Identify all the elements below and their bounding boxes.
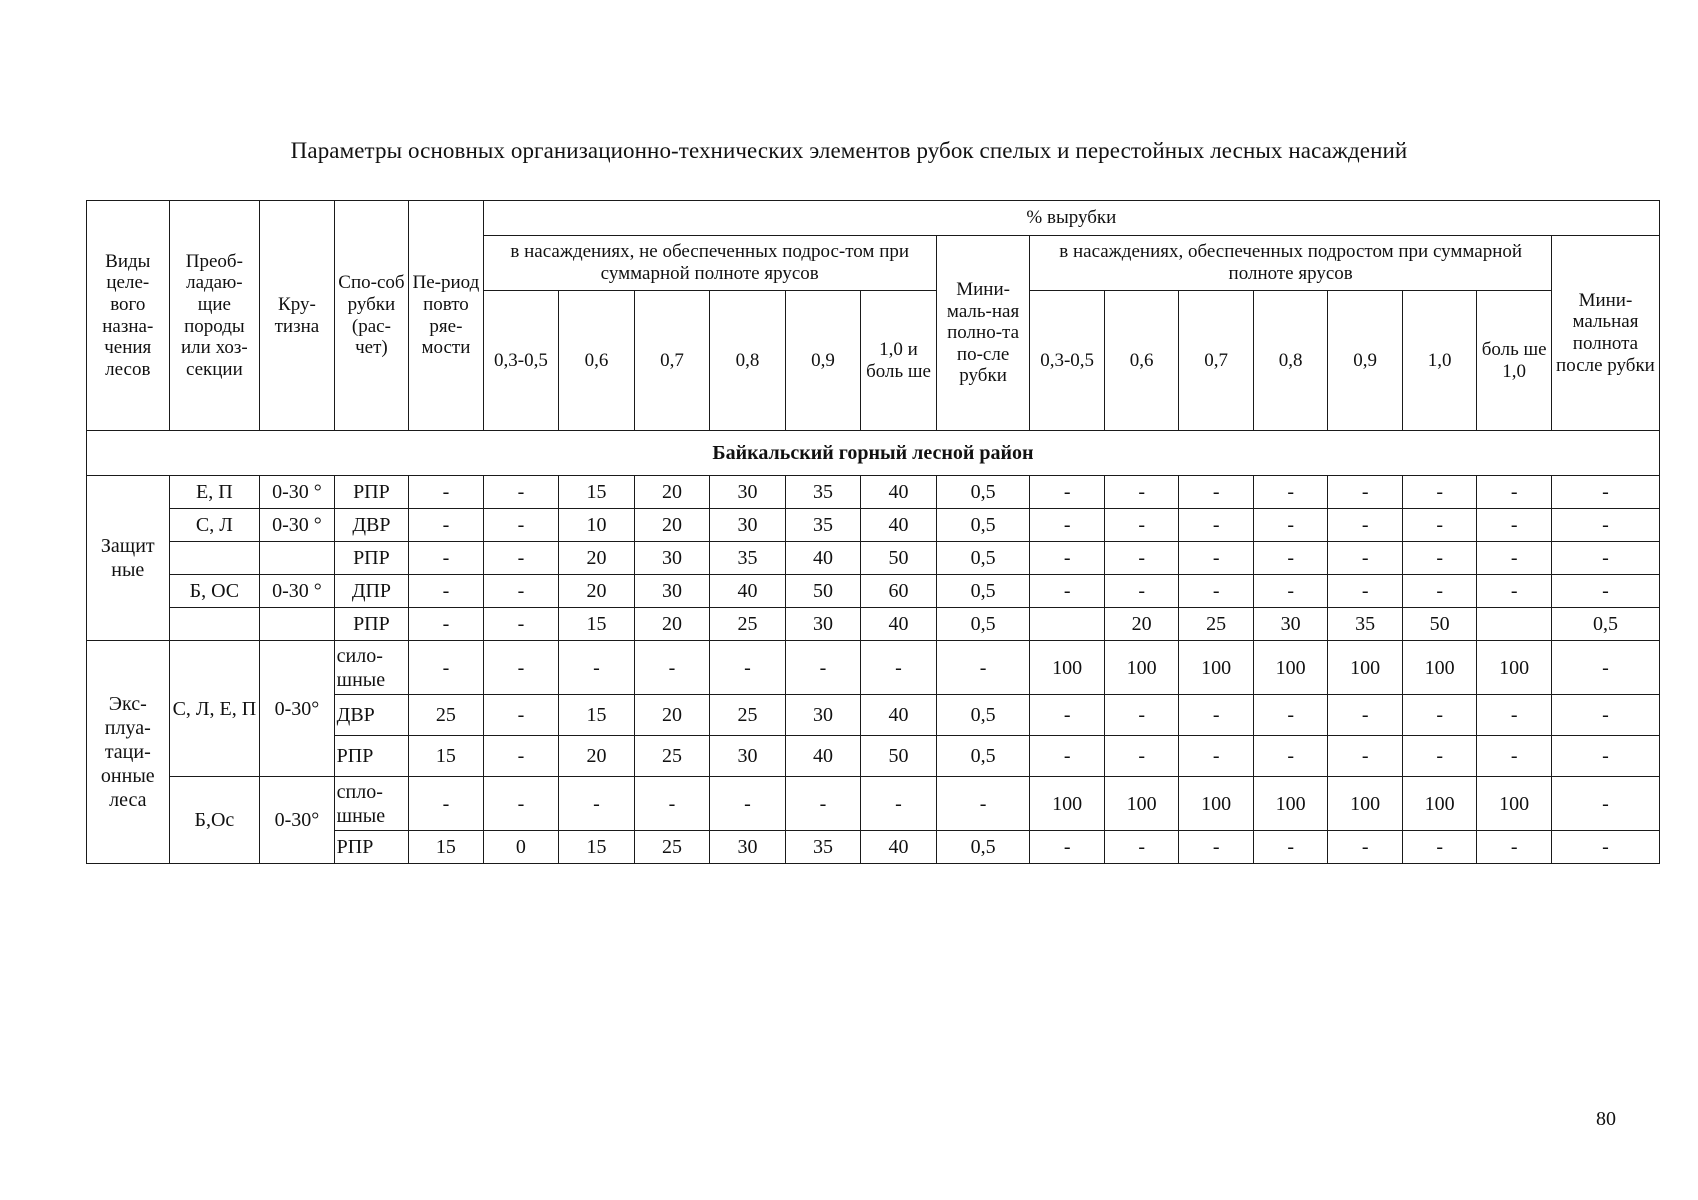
data-cell: 20 <box>1104 608 1179 641</box>
data-cell: 30 <box>710 509 786 542</box>
region-label: Байкальский горный лесной район <box>87 431 1660 476</box>
data-cell: 40 <box>861 509 937 542</box>
header-min-density-after-cut-1: Мини-маль-ная полно-та по-сле рубки <box>936 236 1030 431</box>
data-cell: - <box>1551 641 1659 695</box>
data-cell: 100 <box>1253 641 1328 695</box>
header-cut-percent: % вырубки <box>483 201 1659 236</box>
header-density-col: 0,7 <box>634 291 710 431</box>
data-cell: - <box>1104 736 1179 777</box>
data-cell: 100 <box>1477 777 1552 831</box>
table-row <box>87 608 1660 641</box>
method-cell: сило-шные <box>334 641 409 695</box>
data-cell: 35 <box>785 509 861 542</box>
data-cell: - <box>483 695 559 736</box>
data-cell: - <box>1328 509 1403 542</box>
data-cell: - <box>483 509 559 542</box>
data-cell: - <box>1104 476 1179 509</box>
method-cell: ДВР <box>334 509 409 542</box>
data-cell: - <box>409 509 484 542</box>
table-row <box>87 476 1660 509</box>
page-number: 80 <box>1596 1108 1616 1130</box>
data-cell: 40 <box>861 608 937 641</box>
data-cell: - <box>1253 575 1328 608</box>
data-cell: - <box>1551 777 1659 831</box>
data-cell: - <box>1328 695 1403 736</box>
header-density-col: 0,6 <box>559 291 635 431</box>
data-cell <box>1030 608 1105 641</box>
slope-cell: 0-30 ° <box>260 476 335 509</box>
data-cell: 0,5 <box>936 736 1030 777</box>
header-forest-purpose: Виды целе-вого назна-чения лесов <box>87 201 170 431</box>
region-row <box>87 431 1660 476</box>
data-cell: 30 <box>710 736 786 777</box>
data-cell: 0,5 <box>936 476 1030 509</box>
data-cell: 20 <box>559 736 635 777</box>
data-cell: 20 <box>634 608 710 641</box>
header-not-provided-undergrowth: в насаждениях, не обеспеченных подрос-том при суммарной полноте ярусов <box>483 236 936 291</box>
data-cell: - <box>1104 542 1179 575</box>
header-density-col: 0,3-0,5 <box>483 291 559 431</box>
data-cell: - <box>1030 509 1105 542</box>
species-cell: С, Л, Е, П <box>169 641 260 777</box>
data-cell: 10 <box>559 509 635 542</box>
data-cell: - <box>1402 509 1477 542</box>
data-cell: - <box>559 641 635 695</box>
data-cell: 100 <box>1328 777 1403 831</box>
data-cell: 100 <box>1402 777 1477 831</box>
data-cell: - <box>861 641 937 695</box>
data-cell: - <box>1551 831 1659 864</box>
data-cell: 15 <box>559 476 635 509</box>
slope-cell: 0-30 ° <box>260 509 335 542</box>
data-cell: - <box>1551 736 1659 777</box>
species-cell: Е, П <box>169 476 260 509</box>
method-cell: ДПР <box>334 575 409 608</box>
data-cell: - <box>1402 695 1477 736</box>
data-cell: - <box>1328 831 1403 864</box>
data-cell: - <box>861 777 937 831</box>
data-cell: - <box>1253 476 1328 509</box>
data-cell: - <box>1179 736 1254 777</box>
data-cell: 15 <box>559 608 635 641</box>
data-cell: - <box>1551 575 1659 608</box>
header-density-col: 0,6 <box>1104 291 1179 431</box>
data-cell: 100 <box>1030 641 1105 695</box>
data-cell: 30 <box>710 831 786 864</box>
data-cell: 25 <box>1179 608 1254 641</box>
data-cell: 25 <box>634 831 710 864</box>
data-cell: 100 <box>1253 777 1328 831</box>
table-row <box>87 641 1660 695</box>
method-cell: РПР <box>334 831 409 864</box>
data-cell: - <box>409 476 484 509</box>
table-row <box>87 777 1660 831</box>
data-cell: 40 <box>861 476 937 509</box>
data-cell: - <box>409 641 484 695</box>
slope-cell: 0-30° <box>260 641 335 777</box>
method-cell: РПР <box>334 608 409 641</box>
data-cell: - <box>1477 695 1552 736</box>
data-cell: - <box>483 736 559 777</box>
header-density-col: 0,9 <box>1328 291 1403 431</box>
data-cell: 50 <box>861 736 937 777</box>
data-cell: - <box>1477 575 1552 608</box>
header-density-col: боль ше 1,0 <box>1477 291 1552 431</box>
data-cell: - <box>409 777 484 831</box>
data-cell: 30 <box>634 575 710 608</box>
data-cell: 0,5 <box>936 608 1030 641</box>
data-cell: - <box>1328 736 1403 777</box>
data-cell: - <box>1253 831 1328 864</box>
data-cell: - <box>785 777 861 831</box>
data-cell: 15 <box>409 736 484 777</box>
header-min-density-after-cut-2: Мини-мальная полнота после рубки <box>1551 236 1659 431</box>
data-cell: 25 <box>710 608 786 641</box>
data-cell: - <box>1253 509 1328 542</box>
data-cell: - <box>1030 476 1105 509</box>
data-cell: 35 <box>1328 608 1403 641</box>
data-cell: 30 <box>785 608 861 641</box>
page-title: Параметры основных организационно-технических элементов рубок спелых и перестойных лесных насаждений <box>290 138 1408 163</box>
data-cell: - <box>710 777 786 831</box>
data-cell: 40 <box>785 542 861 575</box>
data-cell: - <box>1402 542 1477 575</box>
data-cell: - <box>409 608 484 641</box>
data-cell: - <box>559 777 635 831</box>
header-density-col: 0,8 <box>1253 291 1328 431</box>
data-cell: 50 <box>1402 608 1477 641</box>
data-cell: - <box>1104 831 1179 864</box>
data-cell: - <box>409 542 484 575</box>
data-cell: 25 <box>710 695 786 736</box>
data-cell: 20 <box>634 476 710 509</box>
data-cell: - <box>1328 575 1403 608</box>
data-cell: - <box>1551 695 1659 736</box>
group-label-exploitation: Экс-плуа-таци-онные леса <box>87 641 170 864</box>
data-cell: 30 <box>710 476 786 509</box>
data-cell: 25 <box>634 736 710 777</box>
data-cell: 50 <box>785 575 861 608</box>
header-density-col: 1,0 и боль ше <box>861 291 937 431</box>
data-cell: - <box>1402 736 1477 777</box>
data-cell: - <box>1253 736 1328 777</box>
header-row-1 <box>87 201 1660 236</box>
slope-cell <box>260 608 335 641</box>
data-cell: - <box>1104 695 1179 736</box>
species-cell: Б,Ос <box>169 777 260 864</box>
data-cell: - <box>785 641 861 695</box>
data-cell: - <box>936 641 1030 695</box>
method-cell: РПР <box>334 476 409 509</box>
data-cell: 20 <box>634 509 710 542</box>
data-cell: 25 <box>409 695 484 736</box>
data-cell: 15 <box>559 695 635 736</box>
data-cell: - <box>483 542 559 575</box>
data-cell: 0,5 <box>936 695 1030 736</box>
slope-cell: 0-30 ° <box>260 575 335 608</box>
data-cell: - <box>1179 575 1254 608</box>
data-cell: - <box>1179 831 1254 864</box>
data-cell: - <box>1328 476 1403 509</box>
data-cell: 35 <box>785 476 861 509</box>
data-cell: - <box>1179 695 1254 736</box>
data-cell: - <box>483 476 559 509</box>
species-cell <box>169 542 260 575</box>
data-cell: 100 <box>1179 641 1254 695</box>
data-cell: - <box>936 777 1030 831</box>
data-cell: - <box>1402 831 1477 864</box>
data-cell: - <box>1477 542 1552 575</box>
data-cell: 100 <box>1328 641 1403 695</box>
data-cell: 0,5 <box>936 831 1030 864</box>
data-cell: 0,5 <box>936 575 1030 608</box>
header-density-col: 0,7 <box>1179 291 1254 431</box>
data-cell: 15 <box>559 831 635 864</box>
slope-cell <box>260 542 335 575</box>
data-cell: 35 <box>710 542 786 575</box>
data-cell: 100 <box>1104 641 1179 695</box>
species-cell: С, Л <box>169 509 260 542</box>
method-cell: РПР <box>334 736 409 777</box>
data-cell: - <box>1477 831 1552 864</box>
data-cell: - <box>483 608 559 641</box>
data-cell: - <box>1551 476 1659 509</box>
data-cell: - <box>1328 542 1403 575</box>
header-density-col: 0,8 <box>710 291 786 431</box>
data-cell: - <box>1477 509 1552 542</box>
data-cell: 100 <box>1402 641 1477 695</box>
species-cell <box>169 608 260 641</box>
data-cell: - <box>634 777 710 831</box>
method-cell: РПР <box>334 542 409 575</box>
header-density-col: 0,9 <box>785 291 861 431</box>
data-cell: 40 <box>861 831 937 864</box>
data-cell: - <box>1179 509 1254 542</box>
data-cell: 0,5 <box>936 509 1030 542</box>
data-cell: - <box>1551 542 1659 575</box>
data-cell: - <box>483 575 559 608</box>
data-cell: - <box>1030 542 1105 575</box>
data-cell: 30 <box>634 542 710 575</box>
data-cell: - <box>1253 695 1328 736</box>
data-cell: 35 <box>785 831 861 864</box>
data-cell: 40 <box>710 575 786 608</box>
data-cell: - <box>1402 575 1477 608</box>
header-density-col: 1,0 <box>1402 291 1477 431</box>
table-row <box>87 509 1660 542</box>
header-repeat-period: Пе-риод повто ряе-мости <box>409 201 484 431</box>
slope-cell: 0-30° <box>260 777 335 864</box>
data-cell: - <box>1030 736 1105 777</box>
cutting-parameters-table <box>86 200 1660 864</box>
data-cell: 15 <box>409 831 484 864</box>
data-cell: - <box>1030 695 1105 736</box>
data-cell: 30 <box>1253 608 1328 641</box>
header-species: Преоб-ладаю-щие породы или хоз-секции <box>169 201 260 431</box>
data-cell: - <box>1179 542 1254 575</box>
data-cell: - <box>409 575 484 608</box>
table-row <box>87 542 1660 575</box>
data-cell: 20 <box>559 575 635 608</box>
data-cell: 100 <box>1179 777 1254 831</box>
header-density-col: 0,3-0,5 <box>1030 291 1105 431</box>
data-cell: 30 <box>785 695 861 736</box>
species-cell: Б, ОС <box>169 575 260 608</box>
data-cell: - <box>1104 575 1179 608</box>
data-cell: 50 <box>861 542 937 575</box>
data-cell: - <box>1402 476 1477 509</box>
data-cell: 0 <box>483 831 559 864</box>
data-cell: 100 <box>1030 777 1105 831</box>
method-cell: сплo-шные <box>334 777 409 831</box>
data-cell: - <box>1104 509 1179 542</box>
header-cutting-method: Спо-соб рубки (рас-чет) <box>334 201 409 431</box>
data-cell: 100 <box>1104 777 1179 831</box>
header-provided-undergrowth: в насаждениях, обеспеченных подростом при суммарной полноте ярусов <box>1030 236 1552 291</box>
data-cell: 0,5 <box>936 542 1030 575</box>
data-cell: 40 <box>861 695 937 736</box>
data-cell: - <box>483 777 559 831</box>
data-cell: - <box>1179 476 1254 509</box>
data-cell: - <box>1477 736 1552 777</box>
table-row <box>87 575 1660 608</box>
data-cell: - <box>1030 575 1105 608</box>
data-cell: 60 <box>861 575 937 608</box>
data-cell: - <box>1030 831 1105 864</box>
data-cell: - <box>710 641 786 695</box>
data-cell: 100 <box>1477 641 1552 695</box>
data-cell: - <box>1477 476 1552 509</box>
data-cell: - <box>1253 542 1328 575</box>
data-cell <box>1477 608 1552 641</box>
data-cell: 0,5 <box>1551 608 1659 641</box>
method-cell: ДВР <box>334 695 409 736</box>
data-cell: 20 <box>559 542 635 575</box>
group-label-protective: Защит ные <box>87 476 170 641</box>
data-cell: 40 <box>785 736 861 777</box>
data-cell: - <box>634 641 710 695</box>
data-cell: 20 <box>634 695 710 736</box>
data-cell: - <box>483 641 559 695</box>
data-cell: - <box>1551 509 1659 542</box>
header-slope: Кру-тизна <box>260 201 335 431</box>
